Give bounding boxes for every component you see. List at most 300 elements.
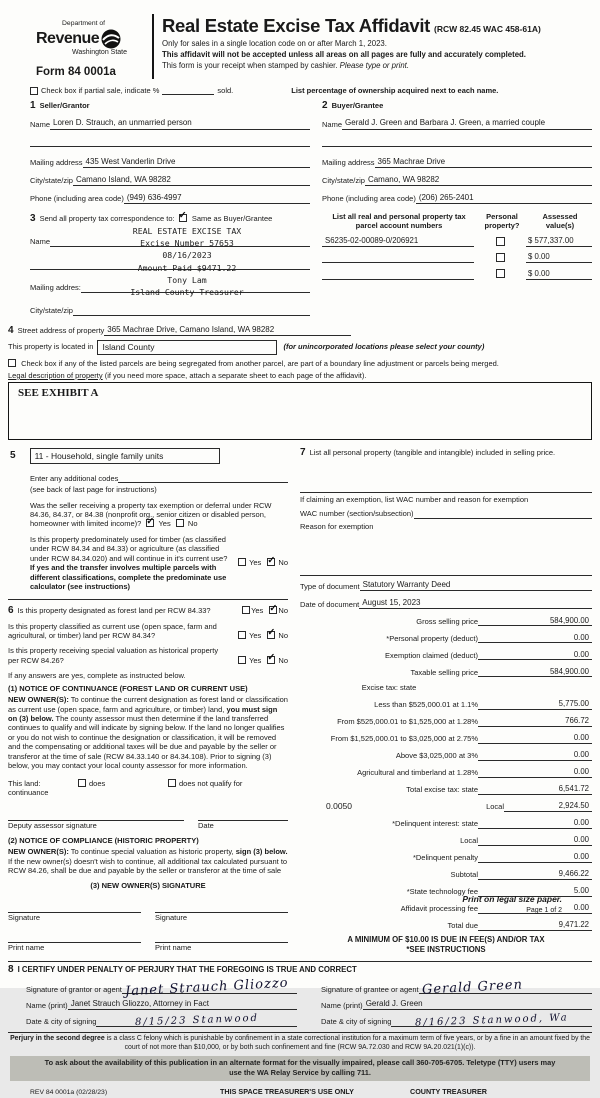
subtotal-label: Subtotal: [450, 870, 478, 880]
exemption-no-label: No: [187, 519, 198, 529]
grantor-signature-block: [8, 975, 297, 1027]
delinquent-state-row: [300, 818, 592, 829]
owner-signature-block-1: [8, 902, 141, 922]
same-as-buyer-label: Same as Buyer/Grantee: [191, 213, 273, 223]
taxable-price-field[interactable]: [478, 667, 592, 678]
buyer-city-label: City/state/zip: [322, 176, 365, 186]
county-select-value: Island County: [102, 341, 155, 352]
notice1-body1: To continue the current designation as forest land or classification as current use (open space, farm and agriculture, or timber) land,: [8, 695, 288, 714]
exemption-yes-checkbox[interactable]: [146, 515, 155, 527]
wac-number-field[interactable]: [414, 509, 592, 519]
exemption-deduct-field[interactable]: [478, 650, 592, 661]
tier1-row: [300, 699, 592, 710]
document-date-value: August 15, 2023: [362, 598, 421, 608]
legal-description-label-rest: (if you need more space, attach a separate sheet to each page of the affidavit).: [102, 370, 367, 380]
historic-no-checkbox[interactable]: [267, 652, 276, 664]
additional-codes-label: Enter any additional codes: [30, 473, 119, 483]
grantee-name-value: Gerald J. Green: [365, 998, 423, 1008]
forest-land-question: [8, 602, 288, 616]
buyer-name-field-2[interactable]: [322, 137, 592, 147]
does-label: does: [89, 778, 106, 788]
dor-logo: [28, 12, 146, 79]
owner-printname-field-2[interactable]: [155, 932, 288, 943]
assessor-date-field[interactable]: [198, 810, 288, 821]
assessor-signature-row: [8, 810, 288, 830]
use-column: [8, 448, 288, 954]
assessed-value-1: $ 577,337.00: [528, 236, 574, 246]
parcel-number-field-1[interactable]: [322, 236, 474, 247]
wac-number-label: WAC number (section/subsection): [300, 509, 414, 519]
parcel-number-field-2[interactable]: [322, 253, 474, 263]
parcel-col3-header-line2: value(s): [545, 221, 575, 231]
delinquent-state-value: 0.00: [573, 818, 589, 828]
notice1-body2: The county assessor must then determine if the land transferred continues to qualify and will indicate by signing below. If the land no longer qualifies or you do not wish to continue the designation or classification, it will be removed and the compensating or additional taxes will be due and payable by the seller or transferor at the time of sale (RCW 84.33.140 or 84.34.108). Prior to signing (3) below, you may contact your local county assessor for more information.: [8, 714, 285, 771]
personal-property-checkbox-1[interactable]: [496, 237, 505, 246]
section-3-heading: [30, 210, 310, 224]
perjury-bold: Perjury in the second degree: [10, 1034, 105, 1042]
document-type-field[interactable]: [360, 580, 592, 591]
land-use-code-row: [8, 448, 288, 464]
parcel-col2-header-line1: Personal: [486, 211, 518, 221]
delinquent-penalty-field[interactable]: [478, 852, 592, 863]
historic-yesno: [234, 652, 288, 665]
legal-description-box[interactable]: [8, 382, 592, 440]
dor-swirl-icon: [101, 29, 121, 49]
buyer-mailing-field[interactable]: [375, 157, 592, 168]
tech-fee-label: *State technology fee: [406, 887, 478, 897]
seller-name-label: Name: [30, 120, 51, 130]
grantor-signature-field[interactable]: [122, 975, 297, 999]
processing-fee-label: Affidavit processing fee: [400, 904, 478, 914]
grantee-date-field[interactable]: [391, 1012, 592, 1029]
partial-sale-suffix: sold.: [217, 86, 234, 96]
parcel-col3-header-line1: Assessed: [542, 211, 578, 221]
current-use-question-text: Is this property classified as current use (open space, farm and agricultural, or timber) land per RCW 84.34?: [8, 621, 217, 640]
total-state-field[interactable]: [478, 784, 592, 795]
legal-description-label: Legal description of property: [8, 370, 103, 380]
partial-sale-row: [30, 86, 588, 95]
grantor-signature-label: Signature of grantor or agent: [26, 984, 122, 994]
subtotal-row: [300, 869, 592, 880]
stamp-line-4: Amount Paid $9471.22: [137, 262, 237, 273]
does-not-checkbox[interactable]: [168, 779, 176, 787]
assessed-value-field-2[interactable]: [526, 252, 592, 263]
continuance-label: continuance: [8, 788, 49, 798]
stamp-line-1: REAL ESTATE EXCISE TAX: [132, 225, 242, 236]
personal-deduct-field[interactable]: [478, 633, 592, 644]
buyer-name-label: Name: [322, 120, 343, 130]
buyer-name-row: [322, 118, 592, 129]
additional-codes-field[interactable]: [118, 473, 288, 483]
partial-sale-label: Check box if partial sale, indicate %: [41, 86, 160, 96]
delinquent-local-field[interactable]: [478, 835, 592, 846]
form-header: [28, 12, 592, 79]
timber-question: [8, 535, 288, 592]
grantor-date-row: [26, 1012, 297, 1029]
buyer-name-row-2: [322, 137, 592, 147]
forest-yes-label: Yes: [251, 606, 264, 616]
owner-printname-label-2: Print name: [155, 942, 192, 952]
footer-row: [30, 1087, 570, 1098]
section-4-number: 4: [8, 324, 14, 336]
local-tax-field[interactable]: [504, 801, 592, 812]
owner-signature-field-1[interactable]: [8, 902, 141, 913]
timber-yesno: [234, 554, 288, 568]
tier4-label: Above $3,025,000 at 3%: [395, 751, 478, 761]
section-3-number: 3: [30, 212, 36, 224]
assessed-value-field-3[interactable]: [526, 269, 592, 280]
gross-price-value: 584,900.00: [549, 615, 589, 625]
page-number: Page 1 of 2: [526, 907, 562, 915]
exemption-no-checkbox[interactable]: [176, 519, 184, 527]
owner-printname-block-2: [155, 932, 288, 952]
notice-continuance-body: [8, 695, 288, 771]
owner-printname-field-1[interactable]: [8, 932, 141, 943]
see-back-note: (see back of last page for instructions): [30, 485, 157, 495]
tier4-value: 0.00: [573, 750, 589, 760]
logo-revenue-row: [28, 29, 146, 49]
seller-name-field[interactable]: [50, 118, 310, 129]
partial-sale-percent-field[interactable]: [162, 94, 214, 95]
delinquent-penalty-row: [300, 852, 592, 863]
gross-price-field[interactable]: [478, 616, 592, 627]
delinquent-local-label: Local: [460, 836, 478, 846]
timber-no-label: No: [278, 558, 288, 568]
assessed-value-2: $ 0.00: [528, 252, 550, 262]
stamp-line-6: Island County Treasurer: [130, 287, 244, 298]
tax-correspondence-section: [30, 210, 310, 316]
personal-deduct-row: [300, 633, 592, 644]
logo-revenue-text: Revenue: [36, 29, 100, 47]
document-date-row: [300, 598, 592, 609]
segregated-checkbox[interactable]: [8, 359, 16, 367]
section-8-number: 8: [8, 963, 14, 975]
total-state-label: Total excise tax: state: [406, 785, 478, 795]
street-address-row: [8, 325, 592, 336]
timber-question-text: [30, 535, 234, 592]
exemption-question: [8, 501, 288, 529]
buyer-phone-field[interactable]: [416, 193, 592, 204]
check-icon: ✓: [146, 515, 155, 527]
seller-city-label: City/state/zip: [30, 176, 73, 186]
located-in-row: [8, 340, 592, 355]
form-title-rcw: (RCW 82.45 WAC 458-61A): [434, 24, 541, 34]
grantor-date-label: Date & city of signing: [26, 1017, 97, 1027]
grantor-signature-value: Janet Strauch Gliozzo: [124, 975, 289, 999]
street-address-label: Street address of property: [17, 326, 105, 336]
exemption-yes-label: Yes: [158, 519, 171, 529]
property-location-section: [8, 325, 592, 441]
local-tax-value: 2,924.50: [558, 801, 589, 811]
land-qualify-row: [8, 779, 288, 788]
tier2-value: 766.72: [565, 716, 589, 726]
delinquent-local-row: [300, 835, 592, 846]
print-note-block: [462, 894, 562, 916]
personal-property-checkbox-3[interactable]: [496, 269, 505, 278]
certification-section: [8, 961, 592, 1027]
gross-price-row: [300, 616, 592, 627]
timber-yes-checkbox[interactable]: [238, 558, 246, 566]
buyer-phone-label: Phone (including area code): [322, 194, 416, 204]
document-type-label: Type of document: [300, 581, 360, 591]
form-title: Real Estate Excise Tax Affidavit: [162, 15, 431, 36]
current-use-no-checkbox[interactable]: [267, 627, 276, 639]
seller-phone-row: [30, 193, 310, 204]
check-icon: ✓: [267, 554, 276, 566]
logo-washington-state: Washington State: [72, 48, 127, 56]
title-block: [162, 12, 592, 79]
notice-continuance-title: (1) NOTICE OF CONTINUANCE (FOREST LAND OR CURRENT USE): [8, 683, 248, 693]
header-note-3: [162, 61, 592, 71]
seller-name-row-2: [30, 137, 310, 147]
street-address-field[interactable]: [104, 325, 351, 336]
buyer-phone-row: [322, 193, 592, 204]
wac-number-row: [300, 509, 592, 519]
tier4-field[interactable]: [478, 750, 592, 761]
tier4-row: [300, 750, 592, 761]
total-state-value: 6,541.72: [558, 784, 589, 794]
grantee-signature-field[interactable]: [419, 976, 592, 998]
parcel-table: [322, 212, 592, 280]
local-tax-label: Local: [486, 802, 504, 812]
processing-fee-value: 0.00: [573, 903, 589, 913]
deputy-signature-block: [8, 810, 184, 830]
grantee-date-value: 8/16/23 Stanwood, Wa: [414, 1012, 569, 1029]
tier3-value: 0.00: [573, 733, 589, 743]
assessor-date-block: [198, 810, 288, 830]
exemption-deduct-label: Exemption claimed (deduct): [385, 651, 478, 661]
forest-land-question-text: Is this property designated as forest land per RCW 84.33?: [17, 605, 211, 615]
buyer-mailing-value: 365 Machrae Drive: [377, 156, 446, 166]
buyer-name-field[interactable]: [342, 118, 592, 129]
tier1-field[interactable]: [478, 699, 592, 710]
notice-compliance-title: (2) NOTICE OF COMPLIANCE (HISTORIC PROPERTY): [8, 835, 199, 845]
seller-city-field[interactable]: [73, 175, 310, 186]
notice-compliance-body: [8, 847, 288, 875]
document-type-block: [300, 575, 592, 609]
current-use-yes-checkbox[interactable]: [238, 631, 246, 639]
located-in-note: (for unincorporated locations please select your county): [283, 342, 485, 352]
does-not-option: [168, 779, 242, 788]
land-use-code-value: 11 - Household, single family units: [34, 450, 164, 461]
seller-phone-value: (949) 636-4997: [126, 192, 182, 202]
ownership-note: List percentage of ownership acquired next to each name.: [291, 86, 499, 96]
section-2-number: 2: [322, 100, 328, 112]
notice2-bold: sign (3) below.: [235, 847, 288, 857]
historic-question-text: Is this property receiving special valuation as historical property per RCW 84.26?: [8, 646, 219, 665]
assessed-value-field-1[interactable]: [526, 236, 592, 247]
tax-column: [300, 448, 592, 954]
header-divider: [152, 14, 154, 79]
exemption-question-text: Was the seller receiving a property tax exemption or deferral under RCW 84.36, 84.37, or 84.38 (nonprofit org., senior citizen or disabled person, homeowner with limited income)?: [30, 500, 272, 529]
seller-column: [8, 101, 310, 315]
exemption-deduct-value: 0.00: [573, 649, 589, 659]
current-use-yesno: [234, 627, 288, 640]
buyer-mailing-row: [322, 157, 592, 168]
correspondence-city-label: City/state/zip: [30, 306, 73, 316]
total-due-field[interactable]: [478, 920, 592, 931]
grantor-name-field[interactable]: [68, 999, 297, 1010]
historic-question: [8, 646, 288, 665]
new-owners-signature-title: (3) NEW OWNER(S) SIGNATURE: [90, 880, 206, 890]
parcel-pp-cell-1: [474, 237, 526, 247]
buyer-city-row: [322, 175, 592, 186]
document-type-row: [300, 580, 592, 591]
see-instructions-note: *SEE INSTRUCTIONS: [406, 944, 486, 954]
buyer-phone-value: (206) 265-2401: [418, 192, 474, 202]
grantee-name-field[interactable]: [363, 999, 592, 1010]
personal-property-section: [300, 448, 592, 458]
grantee-signature-label: Signature of grantee or agent: [321, 984, 419, 994]
seller-name-field-2[interactable]: [30, 137, 310, 147]
deputy-signature-label: Deputy assessor signature: [8, 820, 97, 830]
forest-no-checkbox[interactable]: [269, 602, 278, 614]
reason-exemption-label: Reason for exemption: [300, 521, 374, 531]
section-1-number: 1: [30, 100, 36, 112]
use-and-tax-section: [8, 448, 592, 954]
owner-printname-label-1: Print name: [8, 942, 45, 952]
timber-question-bold: If yes and the transfer involves multiple parcels with different classifications, complete the predominate use calculator (see instructions): [30, 563, 227, 592]
agtimber-field[interactable]: [478, 767, 592, 778]
segregated-row: [8, 359, 592, 368]
owner-printname-row: [8, 932, 288, 952]
buyer-city-field[interactable]: [365, 175, 592, 186]
header-note-3-text: This form is your receipt when stamped by cashier.: [162, 61, 340, 71]
tier2-field[interactable]: [478, 716, 592, 727]
deputy-signature-field[interactable]: [8, 810, 184, 821]
does-option: [78, 779, 168, 788]
perjury-rest: is a class C felony which is punishable by confinement in a state correctional institution for a maximum term of five years, or by a fine in an amount fixed by the court of not more than $10,000, or by both such confinement and fine (RCW 9A.72.030 and RCW 9A.20.021(1)(c)).: [104, 1034, 590, 1051]
notice2-body1: To continue special valuation as historic property,: [68, 847, 236, 857]
grantor-name-label: Name (print): [26, 1000, 68, 1010]
subtotal-value: 9,466.22: [558, 869, 589, 879]
tech-fee-value: 5.00: [573, 886, 589, 896]
grantee-date-label: Date & city of signing: [321, 1017, 392, 1027]
seller-name-value: Loren D. Strauch, an unmarried person: [53, 118, 192, 128]
parcel-col1-header-line2: parcel account numbers: [355, 221, 443, 231]
county-treasurer-label: COUNTY TREASURER: [410, 1087, 487, 1097]
owner-signature-row: [8, 902, 288, 922]
total-due-row: [300, 920, 592, 931]
tier3-field[interactable]: [478, 733, 592, 744]
buyer-city-value: Camano, WA 98282: [367, 174, 440, 184]
does-checkbox[interactable]: [78, 779, 86, 787]
assessed-value-3: $ 0.00: [528, 268, 550, 278]
seller-city-row: [30, 175, 310, 186]
current-use-no-label: No: [278, 630, 288, 640]
seller-name-row: [30, 118, 310, 129]
minimum-due-note: A MINIMUM OF $10.00 IS DUE IN FEE(S) AND/OR TAX: [347, 934, 545, 944]
check-icon: ✓: [267, 627, 276, 639]
tier2-label: From $525,000.01 to $1,525,000 at 1.28%: [337, 717, 478, 727]
seller-city-value: Camano Island, WA 98282: [75, 174, 171, 184]
historic-yes-label: Yes: [249, 655, 262, 665]
owner-signature-label-1: Signature: [8, 913, 41, 923]
taxable-price-value: 584,900.00: [549, 666, 589, 676]
personal-deduct-label: *Personal property (deduct): [386, 634, 478, 644]
seller-phone-field[interactable]: [124, 193, 310, 204]
correspondence-city-field[interactable]: [73, 306, 310, 316]
timber-no-checkbox[interactable]: [267, 554, 276, 566]
buyer-heading: [322, 101, 592, 111]
section-3-label: Send all property tax correspondence to:: [39, 213, 175, 223]
land-use-code-select[interactable]: [30, 448, 220, 464]
grantor-date-value: 8/15/23 Stanwood: [134, 1012, 259, 1029]
street-address-value: 365 Machrae Drive, Camano Island, WA 98282: [107, 324, 275, 334]
excise-state-heading: Excise tax: state: [361, 683, 417, 693]
timber-yes-label: Yes: [249, 558, 262, 568]
stamp-line-3: 08/16/2023: [162, 250, 212, 261]
parcel-number-field-3[interactable]: [322, 270, 474, 280]
buyer-column: [322, 101, 592, 315]
document-date-field[interactable]: [359, 598, 592, 609]
assessor-date-label: Date: [198, 820, 214, 830]
parcel-table-header: [322, 212, 592, 231]
delinquent-state-label: *Delinquent interest: state: [392, 819, 478, 829]
parcel-col1-header: [322, 212, 476, 231]
owner-signature-field-2[interactable]: [155, 902, 288, 913]
grantor-name-value: Janet Strauch Gliozzo, Attorney in Fact: [70, 998, 209, 1008]
this-land-label: This land:: [8, 778, 41, 788]
grantee-signature-block: [315, 975, 592, 1027]
section-7-number: 7: [300, 447, 306, 459]
forest-yes-checkbox[interactable]: [242, 606, 250, 614]
partial-sale-checkbox[interactable]: [30, 87, 38, 95]
grantee-name-row: [321, 999, 592, 1010]
current-use-yes-label: Yes: [249, 630, 262, 640]
check-icon: ✓: [269, 602, 278, 614]
treasurer-stamp: [92, 225, 282, 299]
subtotal-field[interactable]: [478, 869, 592, 880]
delinquent-penalty-value: 0.00: [573, 852, 589, 862]
taxable-price-label: Taxable selling price: [410, 668, 478, 678]
owner-printname-block-1: [8, 932, 141, 952]
notice2-body2: If the new owner(s) doesn't wish to continue, all additional tax calculated pursuant to RCW 84.26, shall be due and payable by the seller or transferor at the time of sale: [8, 856, 288, 876]
seller-mailing-field[interactable]: [83, 157, 310, 168]
tier2-row: [300, 716, 592, 727]
taxable-price-row: [300, 667, 592, 678]
same-as-buyer-checkbox[interactable]: [178, 210, 187, 222]
logo-department-of: Department of: [62, 20, 106, 27]
local-tax-row: [300, 801, 592, 812]
form-number: Form 84 0001a: [36, 65, 116, 78]
personal-deduct-value: 0.00: [573, 632, 589, 642]
county-select[interactable]: [97, 340, 277, 355]
seller-mailing-label: Mailing address: [30, 158, 83, 168]
section-5-number: 5: [10, 450, 16, 462]
personal-property-checkbox-2[interactable]: [496, 253, 505, 262]
delinquent-penalty-label: *Delinquent penalty: [412, 853, 478, 863]
notice1-bold: you must sign on (3) below.: [8, 704, 278, 723]
correspondence-mailing-label: Mailing addres:: [30, 283, 81, 293]
parcel-row-3: [322, 269, 592, 280]
grantor-date-field[interactable]: [96, 1012, 297, 1029]
legal-description-value: SEE EXHIBIT A: [18, 387, 99, 400]
seller-phone-label: Phone (including area code): [30, 194, 124, 204]
agtimber-value: 0.00: [573, 767, 589, 777]
parties-section: [8, 101, 592, 315]
parcel-row-2: [322, 252, 592, 263]
delinquent-state-field[interactable]: [478, 818, 592, 829]
check-icon: ✓: [178, 210, 187, 222]
agtimber-label: Agricultural and timberland at 1.28%: [357, 768, 478, 778]
grantee-name-label: Name (print): [321, 1000, 363, 1010]
grantor-name-row: [26, 999, 297, 1010]
segregated-label: Check box if any of the listed parcels are being segregated from another parcel, are part of a boundary line adjustment or parcels being merged.: [21, 358, 499, 368]
total-due-label: Total due: [447, 921, 478, 931]
historic-no-label: No: [278, 655, 288, 665]
historic-yes-checkbox[interactable]: [238, 656, 246, 664]
